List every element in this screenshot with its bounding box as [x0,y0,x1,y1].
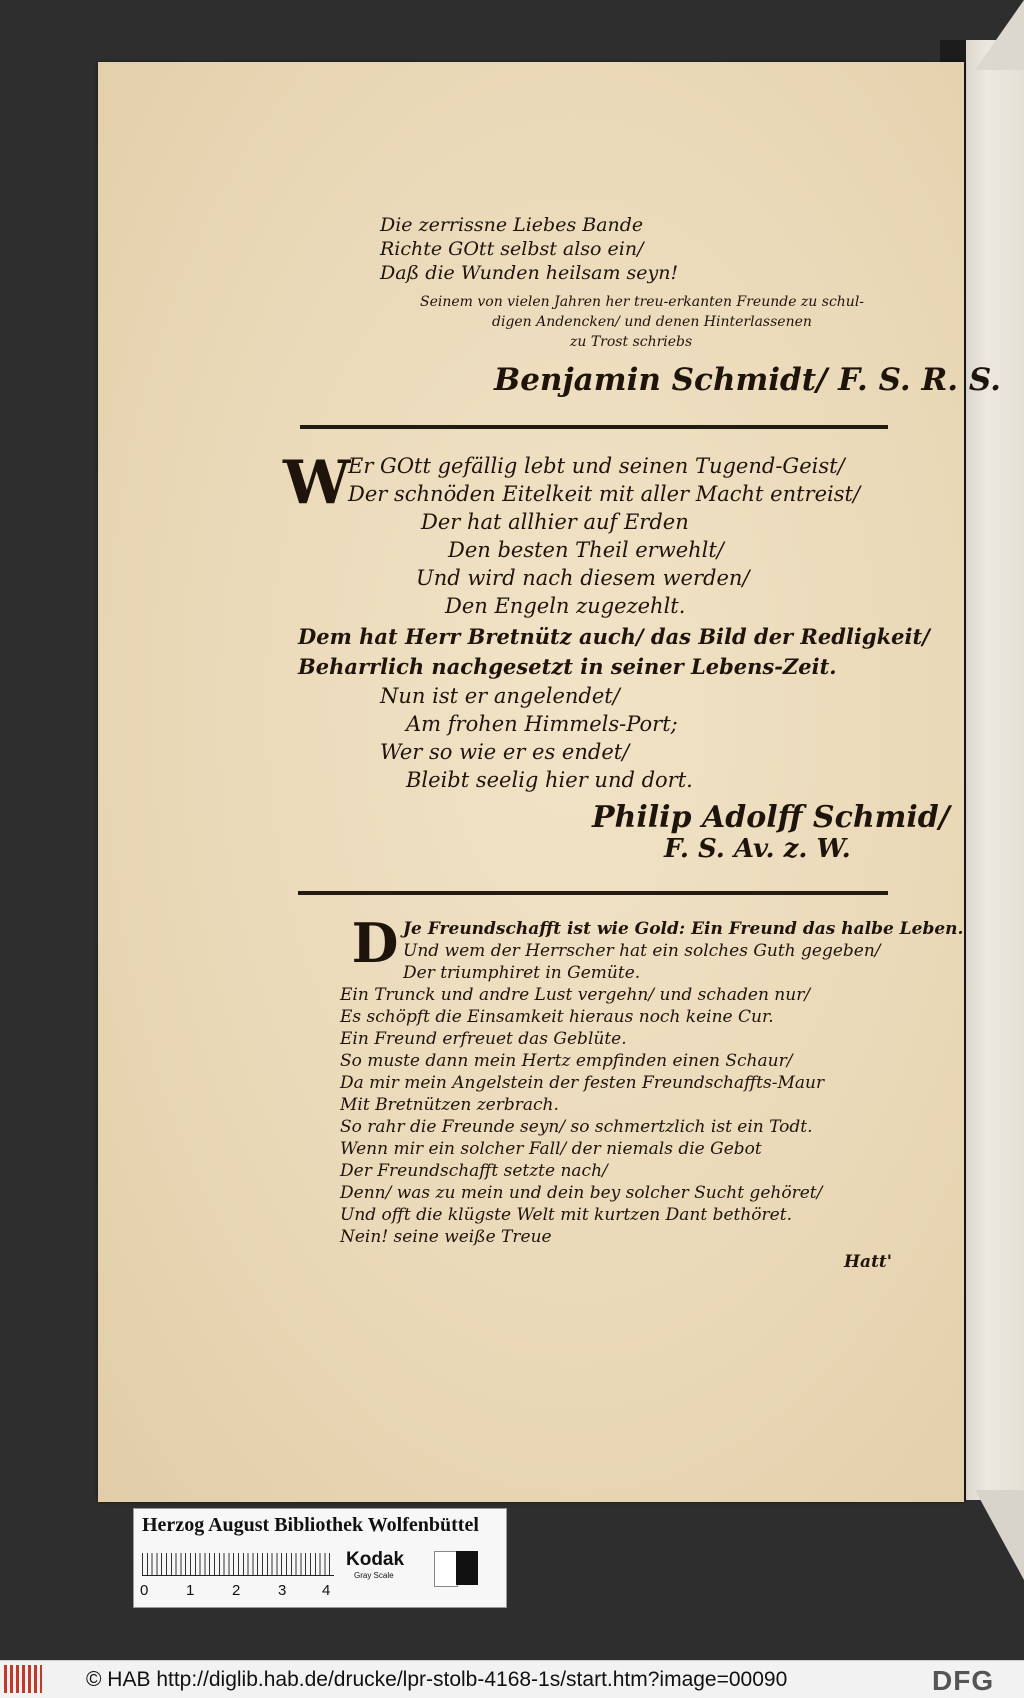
poem2-line: Und wird nach diesem werden/ [416,566,750,590]
poem3-line: Der Freundschafft setzte nach/ [340,1161,608,1181]
poem3-line: Und offt die klügste Welt mit kurtzen Dant bethöret. [340,1205,792,1225]
signature-title: F. S. Av. z. W. [664,834,851,864]
catchword: Hatt' [844,1252,892,1272]
ruler-number: 1 [186,1582,195,1599]
poem2-line: Wer so wie er es endet/ [380,740,630,764]
gray-scale-label: Gray Scale [354,1571,394,1580]
black-swatch [456,1551,478,1585]
poem3-line: Da mir mein Angelstein der festen Freundschaffts-Maur [340,1073,825,1093]
footer-source-link[interactable]: © HAB http://diglib.hab.de/drucke/lpr-stolb-4168-1s/start.htm?image=00090 [86,1668,788,1691]
poem3-line: Der triumphiret in Gemüte. [403,963,641,983]
ruler-number: 4 [322,1582,331,1599]
poem2-line: Bleibt seelig hier und dort. [406,768,693,792]
poem2-line: Nun ist er angelendet/ [380,684,620,708]
poem3-line: Es schöpft die Einsamkeit hieraus noch keine Cur. [340,1007,774,1027]
kodak-logo: Kodak [346,1549,405,1570]
divider-rule [298,891,888,895]
poem3-line: Nein! seine weiße Treue [340,1227,552,1247]
poem3-line: Ein Freund erfreuet das Geblüte. [340,1029,627,1049]
color-reference-card [133,1508,507,1608]
document-page [98,62,1001,1502]
poem3-line: Und wem der Herrscher hat ein solches Guth gegeben/ [403,941,881,961]
poem2-line: Der hat allhier auf Erden [421,510,689,534]
poem1-line: Daß die Wunden heilsam seyn! [380,262,679,284]
poem2-line: Er GOtt gefällig lebt und seinen Tugend-Geist/ [348,454,845,478]
signature-benjamin-schmidt: Benjamin Schmidt/ F. S. R. S. [494,362,1001,398]
poem3-line: So muste dann mein Hertz empfinden einen Schaur/ [340,1051,793,1071]
ruler-number: 0 [140,1582,149,1599]
ruler-number: 2 [232,1582,241,1599]
poem3-line: Denn/ was zu mein und dein bey solcher Sucht gehöret/ [340,1183,823,1203]
decorated-initial-d: D [351,911,399,975]
poem2-line: Am frohen Himmels-Port; [406,712,678,736]
dedication-line: zu Trost schriebs [570,334,693,350]
white-swatch [434,1551,458,1587]
ruler-number: 3 [278,1582,287,1599]
dedication-line: digen Andencken/ und denen Hinterlassenen [492,314,812,330]
decorated-initial-w: W [283,448,351,518]
footer-bar [0,1660,1024,1698]
poem2-line: Den Engeln zugezehlt. [445,594,686,618]
poem3-line: So rahr die Freunde seyn/ so schmertzlich ist ein Todt. [340,1117,813,1137]
poem2-line: Der schnöden Eitelkeit mit aller Macht entreist/ [348,482,861,506]
poem3-line: Je Freundschafft ist wie Gold: Ein Freund das halbe Leben. [403,919,964,939]
poem1-line: Die zerrissne Liebes Bande [380,214,644,236]
poem2-line: Beharrlich nachgesetzt in seiner Lebens-Zeit. [298,654,837,679]
card-title: Herzog August Bibliothek Wolfenbüttel [142,1514,479,1536]
facing-page-edge [962,40,1024,1500]
poem3-line: Wenn mir ein solcher Fall/ der niemals die Gebot [340,1139,762,1159]
poem2-line: Dem hat Herr Bretnütz auch/ das Bild der Redligkeit/ [298,624,930,649]
poem3-line: Ein Trunck und andre Lust vergehn/ und schaden nur/ [340,985,811,1005]
measurement-ruler [142,1553,334,1576]
divider-rule [300,425,888,429]
poem2-line: Den besten Theil erwehlt/ [448,538,724,562]
poem1-line: Richte GOtt selbst also ein/ [380,238,644,260]
signature-philip-adolff-schmid: Philip Adolff Schmid/ [592,800,950,835]
poem3-line: Mit Bretnützen zerbrach. [340,1095,559,1115]
dfg-logo: DFG [932,1665,995,1696]
dedication-line: Seinem von vielen Jahren her treu-erkanten Freunde zu schul- [420,294,865,310]
hab-logo-icon [4,1665,42,1693]
